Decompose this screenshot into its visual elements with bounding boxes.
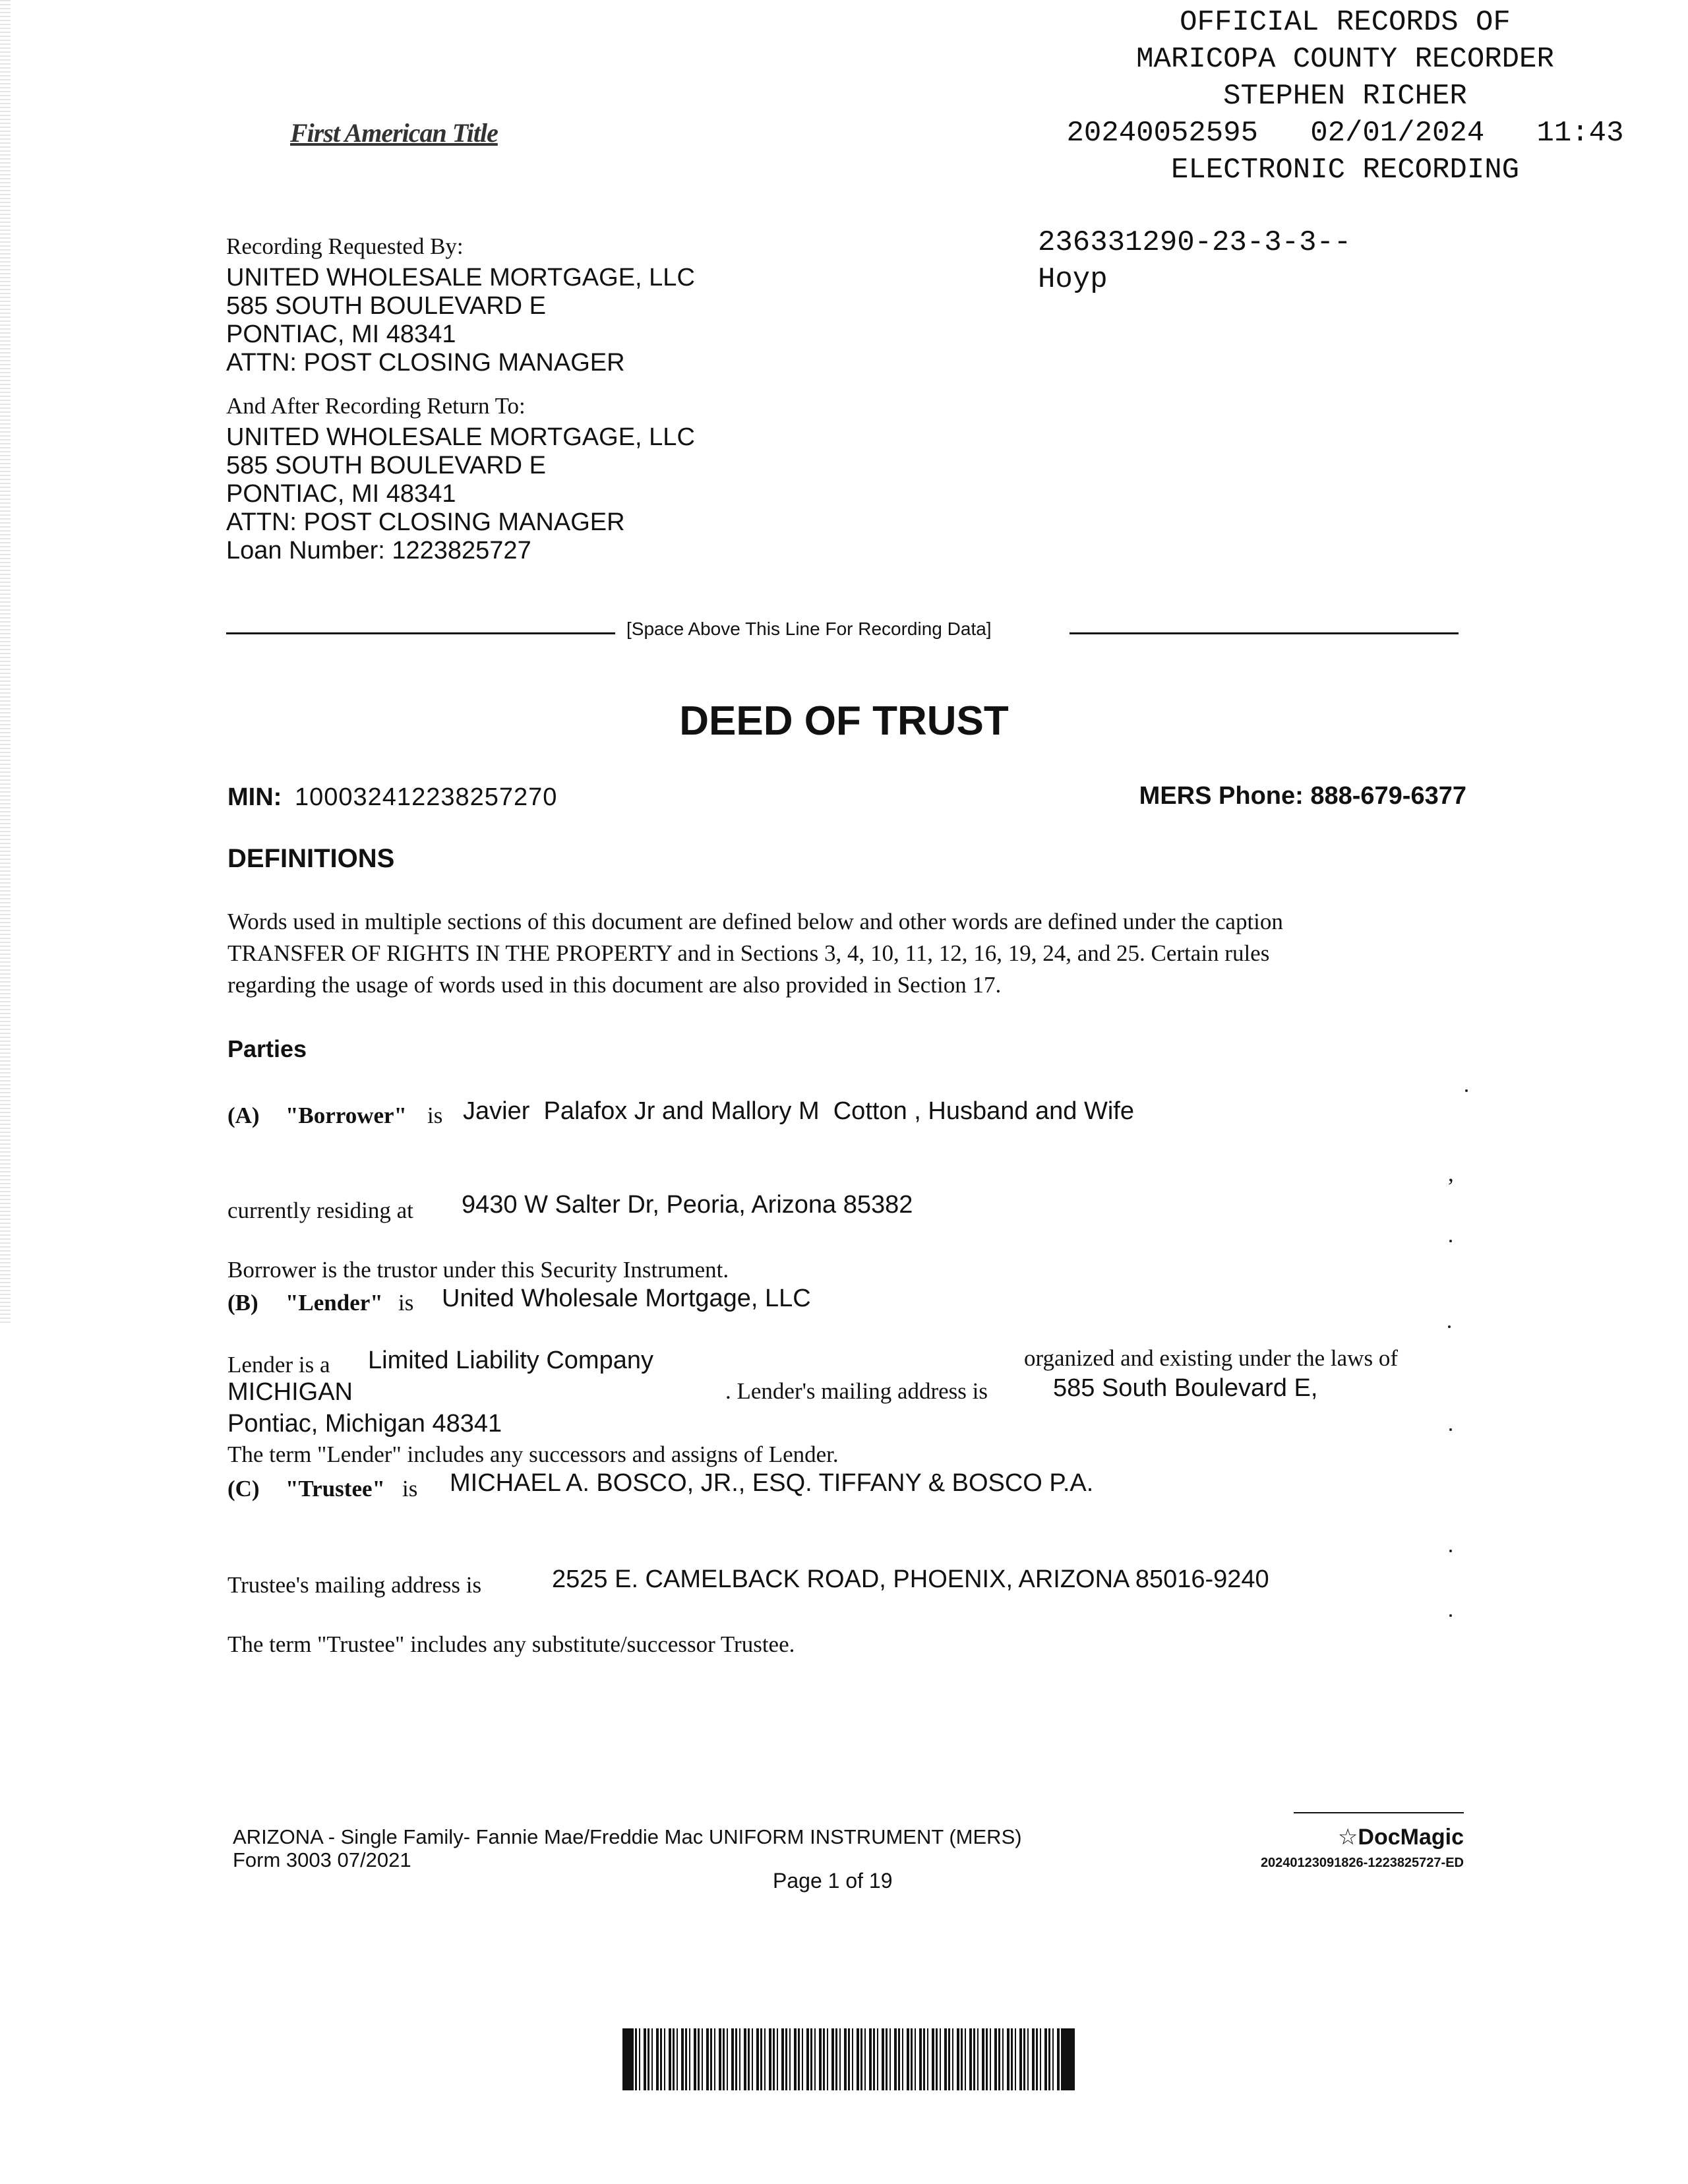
- borrower-is: is: [427, 1103, 443, 1128]
- trustee-is: is: [402, 1476, 418, 1502]
- form-line-1: ARIZONA - Single Family- Fannie Mae/Freddie Mac UNIFORM INSTRUMENT (MERS): [233, 1825, 1022, 1848]
- borrower-term: "Borrower": [286, 1103, 407, 1128]
- barcode-left-guard: [622, 2028, 632, 2090]
- trustee-clause-label: (C): [227, 1476, 260, 1502]
- form-identifier: [233, 1825, 1022, 1871]
- requested-line-1: UNITED WHOLESALE MORTGAGE, LLC: [226, 264, 695, 291]
- borrower-trailing-comma: ,: [1448, 1161, 1454, 1186]
- barcode: [622, 2028, 1075, 2090]
- requested-line-2: 585 SOUTH BOULEVARD E: [226, 292, 547, 320]
- recording-requested-address: [226, 264, 695, 377]
- lender-entity-type: Limited Liability Company: [368, 1347, 653, 1374]
- lender-mailing-label: . Lender's mailing address is: [725, 1378, 988, 1404]
- trustee-includes-successor: The term "Trustee" includes any substitute/successor Trustee.: [227, 1631, 795, 1657]
- recording-requested-heading: Recording Requested By:: [226, 233, 464, 259]
- borrower-address: 9430 W Salter Dr, Peoria, Arizona 85382: [462, 1191, 913, 1219]
- space-above-line-label: [Space Above This Line For Recording Data]: [626, 619, 992, 639]
- intro-line-2: TRANSFER OF RIGHTS IN THE PROPERTY and in Sections 3, 4, 10, 11, 12, 16, 19, 24, and 25. Certain rules: [227, 940, 1270, 966]
- recording-data-rule-left: [226, 632, 615, 634]
- barcode-right-guard: [1063, 2028, 1075, 2090]
- scan-speck: [1449, 1428, 1452, 1431]
- docmagic-brand: DocMagic: [1358, 1825, 1464, 1850]
- star-icon: ☆: [1337, 1825, 1358, 1850]
- loan-number: Loan Number: 1223825727: [226, 537, 531, 564]
- trustee-name: MICHAEL A. BOSCO, JR., ESQ. TIFFANY & BOSCO P.A.: [450, 1469, 1094, 1497]
- scan-speck: [1449, 1550, 1452, 1552]
- borrower-clause-label: (A): [227, 1103, 260, 1128]
- lender-is-a-label: Lender is a: [227, 1352, 330, 1378]
- intro-line-1: Words used in multiple sections of this document are defined below and other words are defined under the caption: [227, 909, 1283, 934]
- trustee-mailing-label: Trustee's mailing address is: [227, 1572, 482, 1598]
- recording-stamp: [1029, 4, 1662, 189]
- stamp-line-1: OFFICIAL RECORDS OF: [1180, 6, 1511, 39]
- trustor-statement: Borrower is the trustor under this Security Instrument.: [227, 1257, 729, 1283]
- scan-speck: [1449, 1240, 1452, 1242]
- recording-data-rule-right: [1070, 632, 1459, 634]
- form-line-2: Form 3003 07/2021: [233, 1848, 411, 1871]
- organized-under-laws-text: organized and existing under the laws of: [1024, 1345, 1398, 1371]
- intro-line-3: regarding the usage of words used in this document are also provided in Section 17.: [227, 972, 1002, 998]
- min-value: 100032412238257270: [295, 783, 558, 811]
- trustee-term: "Trustee": [286, 1476, 385, 1502]
- return-to-heading: And After Recording Return To:: [226, 393, 526, 419]
- scan-edge-artifact: [0, 0, 11, 1325]
- return-line-1: UNITED WHOLESALE MORTGAGE, LLC: [226, 423, 695, 451]
- parties-heading: Parties: [227, 1035, 307, 1062]
- escrow-initials: Hoyp: [1038, 263, 1108, 296]
- lender-term: "Lender": [286, 1290, 383, 1316]
- lender-name: United Wholesale Mortgage, LLC: [442, 1285, 811, 1312]
- residing-label: currently residing at: [227, 1198, 413, 1223]
- requested-line-4: ATTN: POST CLOSING MANAGER: [226, 349, 625, 377]
- scan-speck: [1448, 1325, 1451, 1328]
- return-line-3: PONTIAC, MI 48341: [226, 480, 456, 508]
- first-american-title-logo: First American Title: [290, 118, 498, 148]
- lender-is: is: [398, 1290, 414, 1316]
- lender-clause-label: (B): [227, 1290, 258, 1316]
- return-to-address: [226, 423, 695, 565]
- lender-address-line-2: Pontiac, Michigan 48341: [227, 1410, 502, 1438]
- docmagic-logo: [1338, 1824, 1464, 1850]
- page-number: Page 1 of 19: [773, 1869, 893, 1893]
- scan-speck: [1449, 1614, 1452, 1617]
- stamp-line-2: MARICOPA COUNTY RECORDER: [1136, 43, 1554, 76]
- definitions-heading: DEFINITIONS: [227, 844, 395, 873]
- return-line-4: ATTN: POST CLOSING MANAGER: [226, 508, 625, 536]
- return-line-2: 585 SOUTH BOULEVARD E: [226, 452, 547, 479]
- stamp-line-5: ELECTRONIC RECORDING: [1170, 154, 1520, 187]
- trustee-address: 2525 E. CAMELBACK ROAD, PHOENIX, ARIZONA 85016-9240: [552, 1565, 1269, 1593]
- requested-line-3: PONTIAC, MI 48341: [226, 320, 456, 348]
- definitions-intro: [227, 906, 1283, 1001]
- stamp-line-4: 20240052595 02/01/2024 11:43: [1066, 117, 1624, 150]
- footer-rule: [1294, 1812, 1464, 1813]
- scan-speck: [1465, 1089, 1468, 1092]
- lender-includes-successors: The term "Lender" includes any successors and assigns of Lender.: [227, 1441, 839, 1467]
- escrow-number: 236331290-23-3-3--: [1038, 226, 1352, 259]
- escrow-reference: [1038, 224, 1351, 298]
- mers-phone: MERS Phone: 888-679-6377: [1139, 782, 1466, 810]
- document-title: DEED OF TRUST: [679, 698, 1009, 744]
- lender-address-line-1: 585 South Boulevard E,: [1053, 1374, 1318, 1402]
- docmagic-document-id: 20240123091826-1223825727-ED: [1260, 1856, 1464, 1870]
- lender-state: MICHIGAN: [227, 1378, 353, 1406]
- borrower-names: Javier Palafox Jr and Mallory M Cotton , Husband and Wife: [463, 1097, 1135, 1125]
- min-label: MIN:: [227, 783, 282, 811]
- stamp-line-3: STEPHEN RICHER: [1223, 80, 1467, 113]
